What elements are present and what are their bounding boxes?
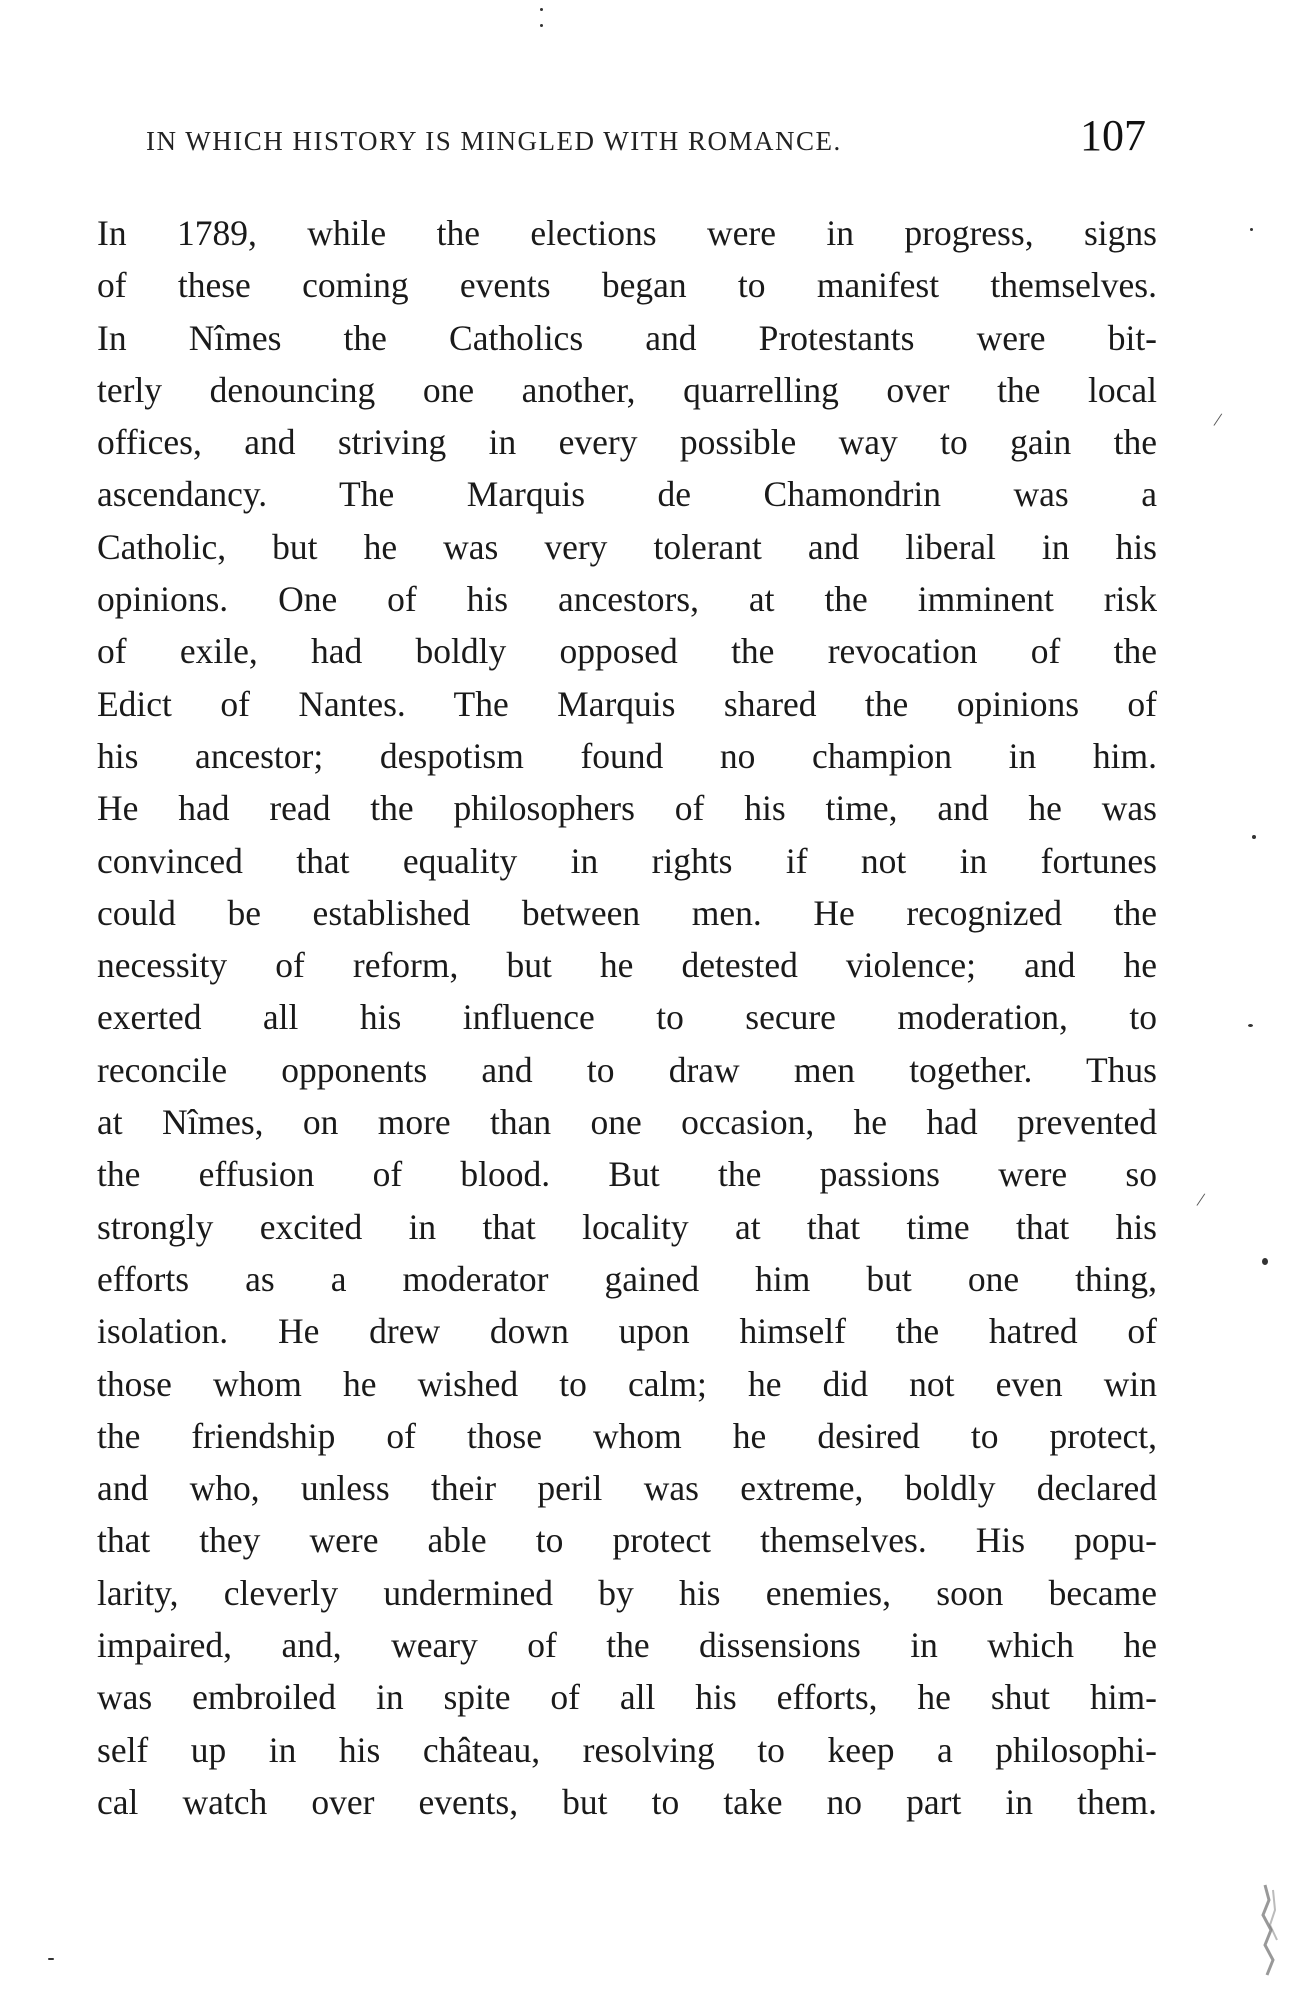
text-line: cal watch over events, but to take no part in them.: [97, 1781, 1157, 1822]
scan-speck: [1262, 1258, 1268, 1265]
text-line: convinced that equality in rights if not in fortunes: [97, 840, 1157, 881]
scan-speck: [540, 24, 543, 27]
text-line: offices, and striving in every possible way to gain the: [97, 422, 1157, 463]
text-line: of these coming events began to manifest themselves.: [97, 265, 1157, 306]
scan-speck: [1252, 835, 1256, 839]
page-number: 107: [1080, 111, 1146, 160]
text-line: opinions. One of his ancestors, at the imminent risk: [97, 579, 1157, 620]
text-line: was embroiled in spite of all his efforts, he shut him-: [97, 1677, 1157, 1718]
edge-smudge: [1255, 1880, 1285, 1980]
text-line: In Nîmes the Catholics and Protestants were bit-: [97, 317, 1157, 358]
text-line: the effusion of blood. But the passions were so: [97, 1154, 1157, 1195]
text-line: Edict of Nantes. The Marquis shared the opinions of: [97, 683, 1157, 724]
text-line: those whom he wished to calm; he did not even win: [97, 1363, 1157, 1404]
text-line: reconcile opponents and to draw men together. Thus: [97, 1049, 1157, 1090]
text-line: ascendancy. The Marquis de Chamondrin was a: [97, 474, 1157, 515]
text-line: could be established between men. He recognized the: [97, 892, 1157, 933]
text-line: larity, cleverly undermined by his enemies, soon became: [97, 1572, 1157, 1613]
scan-speck: [540, 8, 543, 11]
scan-speck: [1250, 228, 1253, 231]
scan-mark: /: [1195, 1188, 1207, 1212]
text-line: that they were able to protect themselves. His popu-: [97, 1520, 1157, 1561]
text-line: efforts as a moderator gained him but one thing,: [97, 1258, 1157, 1299]
text-line: and who, unless their peril was extreme, boldly declared: [97, 1468, 1157, 1509]
text-line: the friendship of those whom he desired to protect,: [97, 1415, 1157, 1456]
text-line: at Nîmes, on more than one occasion, he had prevented: [97, 1102, 1157, 1143]
text-line: his ancestor; despotism found no champion in him.: [97, 735, 1157, 776]
text-line: exerted all his influence to secure moderation, to: [97, 997, 1157, 1038]
text-line: isolation. He drew down upon himself the hatred of: [97, 1311, 1157, 1352]
scan-mark: /: [1212, 408, 1224, 432]
text-line: Catholic, but he was very tolerant and liberal in his: [97, 526, 1157, 567]
text-line: He had read the philosophers of his time, and he was: [97, 788, 1157, 829]
text-line: terly denouncing one another, quarrelling over the local: [97, 369, 1157, 410]
running-head: [146, 110, 1146, 170]
body-text: [97, 207, 1157, 1828]
text-line: In 1789, while the elections were in progress, signs: [97, 213, 1157, 253]
text-line: necessity of reform, but he detested violence; and he: [97, 945, 1157, 986]
scan-speck: [1248, 1024, 1253, 1027]
running-title: IN WHICH HISTORY IS MINGLED WITH ROMANCE.: [146, 126, 842, 156]
text-line: strongly excited in that locality at that time that his: [97, 1206, 1157, 1247]
text-line: of exile, had boldly opposed the revocation of the: [97, 631, 1157, 672]
text-line: impaired, and, weary of the dissensions in which he: [97, 1625, 1157, 1666]
scan-speck: [48, 1958, 54, 1960]
text-line: self up in his château, resolving to keep a philosophi-: [97, 1729, 1157, 1770]
